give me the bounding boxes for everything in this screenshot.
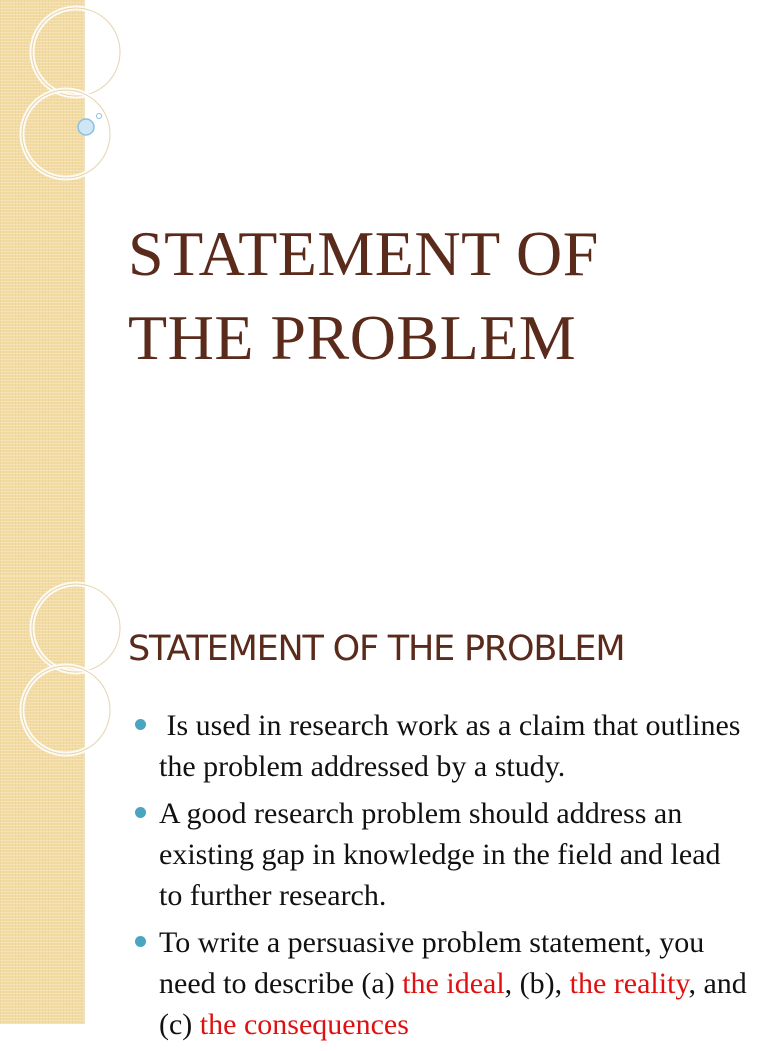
bullet-dot-icon	[135, 936, 146, 947]
highlight-reality: the reality	[569, 967, 689, 1000]
bullet-text: A good research problem should address an existing gap in knowledge in the field and lead to further research.	[159, 797, 721, 912]
bullet-text: Is used in research work as a claim that outlines the problem addressed by a study.	[159, 709, 748, 783]
bullet-dot-icon	[135, 719, 146, 730]
bullet-text: To write a persuasive problem statement, you need to describe (a)	[159, 926, 705, 1000]
list-item	[128, 922, 748, 1045]
slide-title: STATEMENT OF THE PROBLEM	[128, 218, 599, 373]
bullet-dot-icon	[135, 807, 146, 818]
list-item	[128, 793, 748, 916]
highlight-consequences: the consequences	[199, 1008, 409, 1041]
bullet-list	[128, 705, 748, 1051]
highlight-ideal: the ideal	[402, 967, 505, 1000]
bullet-text: , (b),	[504, 967, 570, 1000]
slide-heading: STATEMENT OF THE PROBLEM	[128, 629, 625, 669]
bullet-text: , and (c)	[159, 967, 747, 1041]
list-item	[128, 705, 748, 787]
decorative-rings-icon	[0, 0, 120, 200]
decorative-rings-icon	[0, 576, 120, 776]
